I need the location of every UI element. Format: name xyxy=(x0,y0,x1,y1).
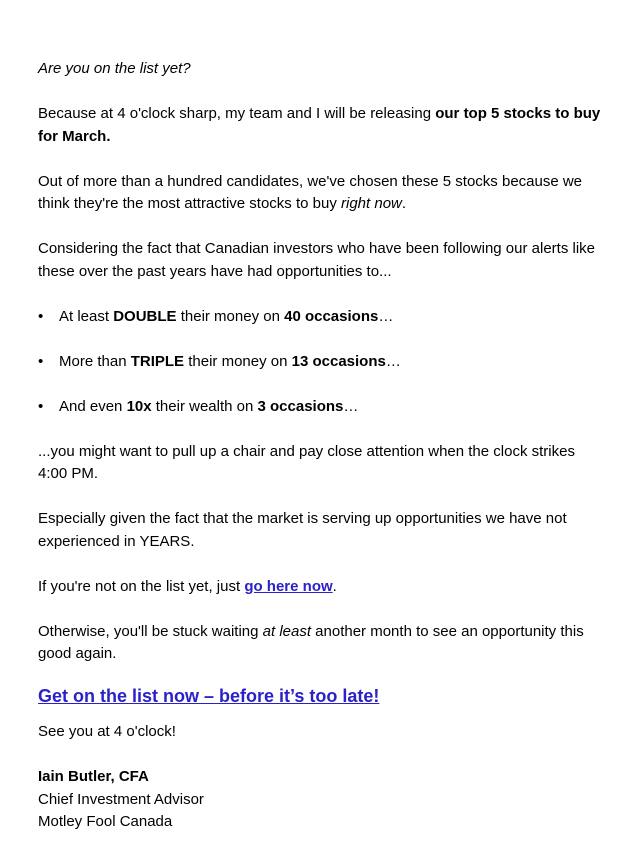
bullet-marker: • xyxy=(38,352,44,370)
email-body xyxy=(38,58,608,834)
chosen-paragraph: Out of more than a hundred candidates, we've chosen these 5 stocks because we think they're the most attractive stocks to buy right now. xyxy=(38,172,583,212)
signature xyxy=(38,766,608,834)
pull-up-paragraph: ...you might want to pull up a chair and pay close attention when the clock strikes 4:00 PM. xyxy=(38,442,575,482)
signature-company: Motley Fool Canada xyxy=(38,813,173,830)
cta-link[interactable]: Get on the list now – before it’s too late! xyxy=(38,686,380,706)
see-you-paragraph: See you at 4 o'clock! xyxy=(38,723,176,740)
bullet-item: • At least DOUBLE their money on 40 occasions… xyxy=(38,306,608,329)
otherwise-paragraph: Otherwise, you'll be stuck waiting at least another month to see an opportunity this good again. xyxy=(38,622,584,662)
signature-name: Iain Butler, CFA xyxy=(38,768,149,785)
especially-paragraph: Especially given the fact that the market is serving up opportunities we have not experienced in YEARS. xyxy=(38,510,567,550)
intro-question: Are you on the list yet? xyxy=(38,60,191,77)
bullet-marker: • xyxy=(38,307,44,325)
signature-title: Chief Investment Advisor xyxy=(38,790,204,808)
not-on-list-paragraph: If you're not on the list yet, just go here now. xyxy=(38,577,337,595)
release-paragraph: Because at 4 o'clock sharp, my team and I will be releasing our top 5 stocks to buy for March. xyxy=(38,105,601,145)
go-here-now-link[interactable]: go here now xyxy=(244,577,333,595)
bullet-item: • More than TRIPLE their money on 13 occasions… xyxy=(38,351,608,374)
bullet-marker: • xyxy=(38,397,44,415)
considering-paragraph: Considering the fact that Canadian investors who have been following our alerts like these over the past years have had opportunities to... xyxy=(38,240,595,280)
bullet-item: • And even 10x their wealth on 3 occasions… xyxy=(38,396,608,419)
